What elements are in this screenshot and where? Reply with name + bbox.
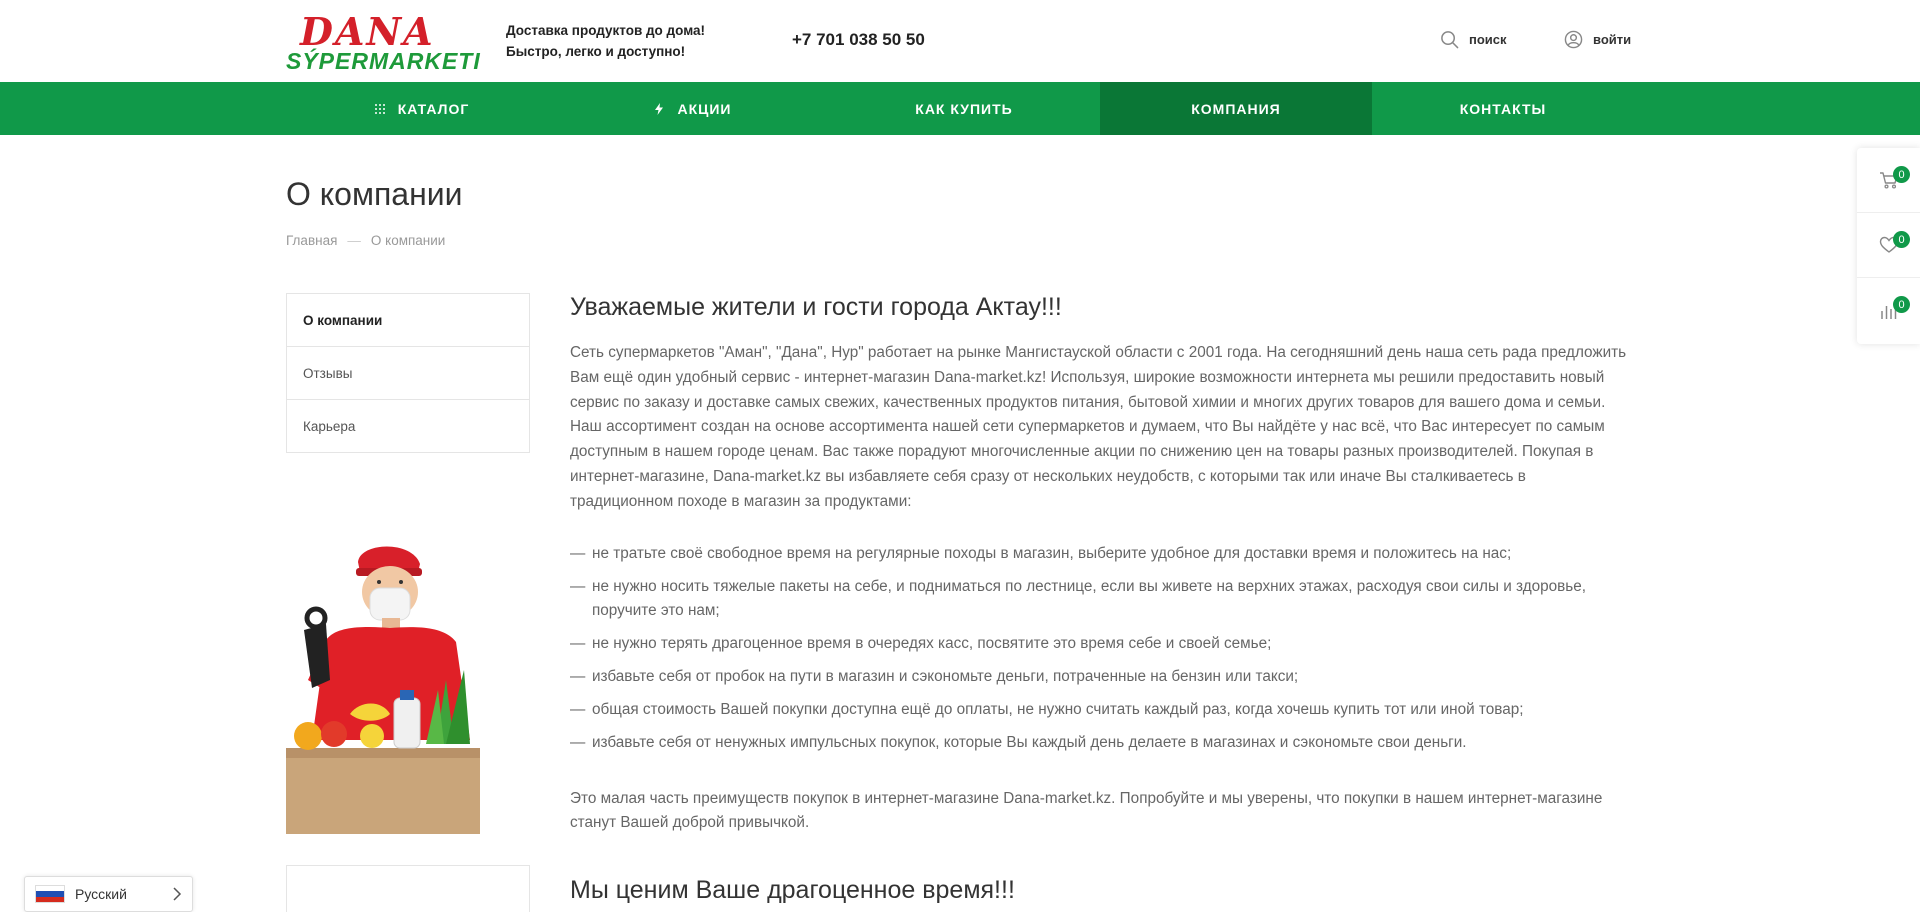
nav-how-to-buy-label: КАК КУПИТЬ (915, 100, 1013, 117)
favorites-count-badge: 0 (1893, 231, 1910, 248)
cart-count-badge: 0 (1893, 166, 1910, 183)
breadcrumb-home[interactable]: Главная (286, 233, 338, 248)
main-nav (0, 82, 1920, 135)
floating-side-panel (1857, 148, 1920, 344)
courier-illustration (286, 530, 530, 834)
logo-wordmark-top: DANA (300, 9, 435, 54)
list-item: — не нужно носить тяжелые пакеты на себе, и подниматься по лестнице, если вы живете на верхних этажах, расходуя свои силы и здоровье, поручите это нам; (570, 575, 1630, 624)
dana-logo[interactable] (286, 9, 481, 74)
nav-company-label: КОМПАНИЯ (1191, 100, 1281, 117)
header-tagline (506, 20, 705, 62)
site-header (0, 0, 1920, 82)
breadcrumb (286, 233, 445, 248)
side-item-reviews[interactable]: Отзывы (287, 347, 529, 400)
nav-company[interactable] (1100, 82, 1372, 135)
cart-button[interactable] (1857, 148, 1920, 213)
content-heading-2: Мы ценим Ваше драгоценное время!!! (570, 876, 1015, 904)
nav-contacts[interactable] (1372, 82, 1634, 135)
content-heading: Уважаемые жители и гости города Актау!!! (570, 293, 1062, 321)
tagline-line-1: Доставка продуктов до дома! (506, 23, 706, 38)
search-icon (1440, 30, 1459, 49)
search-button[interactable] (1440, 30, 1507, 49)
intro-paragraph: Сеть супермаркетов "Аман", "Дана", Нур" работает на рынке Мангистауской области с 2001 года. На сегодняшний день наша сеть рада предложить Вам ещё один удобный сервис - интернет-магазин Dana-market.kz! Используя, широкие возможности интернета мы решили предоставить новый сервис по заказу и доставке самых свежих, качественных продуктов питания, бытовой химии и многих других товаров для вашего дома и семьи. Наш ассортимент создан на основе ассортимента нашей сети супермаркетов и думаем, что Вы найдёте у нас всё, что Вас интересует по самым доступным в нашем городе ценам. Вас также порадуют многочисленные акции по снижению цен на товары разных производителей. Покупая в интернет-магазине, Dana-market.kz вы избавляете себя сразу от нескольких неудобств, с которыми так или иначе Вы сталкиваетесь в традиционном походе в магазин за продуктами: (570, 344, 1627, 510)
list-item: — общая стоимость Вашей покупки доступна ещё до оплаты, не нужно считать каждый раз, когда хочешь купить тот или иной товар; (570, 698, 1630, 723)
nav-how-to-buy[interactable] (828, 82, 1100, 135)
logo-wordmark-bottom: SÝPERMARKETI (286, 48, 481, 74)
benefits-list (570, 542, 1630, 756)
nav-catalog-label: КАТАЛОГ (397, 100, 470, 117)
list-item: — избавьте себя от ненужных импульсных покупок, которые Вы каждый день делаете в магазинах и сэкономьте свои деньги. (570, 731, 1630, 756)
grid-icon (374, 103, 386, 115)
russia-flag-icon (35, 885, 65, 903)
compare-count-badge: 0 (1893, 296, 1910, 313)
chevron-right-icon (172, 887, 182, 901)
favorites-button[interactable] (1857, 213, 1920, 278)
breadcrumb-separator: — (347, 233, 361, 248)
language-label: Русский (75, 886, 127, 902)
lightning-icon (653, 103, 665, 115)
list-item: — не тратьте своё свободное время на регулярные походы в магазин, выберите удобное для доставки время и положитесь на нас; (570, 542, 1630, 567)
side-item-career[interactable]: Карьера (303, 419, 356, 434)
login-button[interactable] (1564, 30, 1631, 49)
nav-promotions-label: АКЦИИ (677, 100, 732, 117)
search-label: поиск (1469, 32, 1507, 47)
user-icon (1564, 30, 1583, 49)
breadcrumb-current: О компании (370, 233, 446, 248)
page-title: О компании (286, 176, 463, 212)
list-item: — не нужно терять драгоценное время в очередях касс, посвятите это время себе и своей семье; (570, 632, 1630, 657)
side-promo-box (286, 865, 530, 912)
language-switcher[interactable] (24, 876, 193, 912)
side-item-about[interactable]: О компании (287, 294, 529, 347)
compare-button[interactable] (1857, 278, 1920, 343)
main-content (570, 290, 1630, 836)
outro-paragraph: Это малая часть преимуществ покупок в интернет-магазине Dana-market.kz. Попробуйте и мы уверены, что покупки в нашем интернет-магазине станут Вашей доброй привычкой. (570, 789, 1603, 832)
list-item: — избавьте себя от пробок на пути в магазин и сэкономьте деньги, потраченные на бензин или такси; (570, 665, 1630, 690)
tagline-line-2: Быстро, легко и доступно! (506, 44, 686, 59)
header-phone[interactable]: +7 701 038 50 50 (792, 30, 925, 49)
login-label: войти (1593, 32, 1632, 47)
side-menu (286, 293, 530, 453)
nav-promotions[interactable] (557, 82, 828, 135)
nav-contacts-label: КОНТАКТЫ (1459, 100, 1547, 117)
nav-catalog[interactable] (286, 82, 557, 135)
